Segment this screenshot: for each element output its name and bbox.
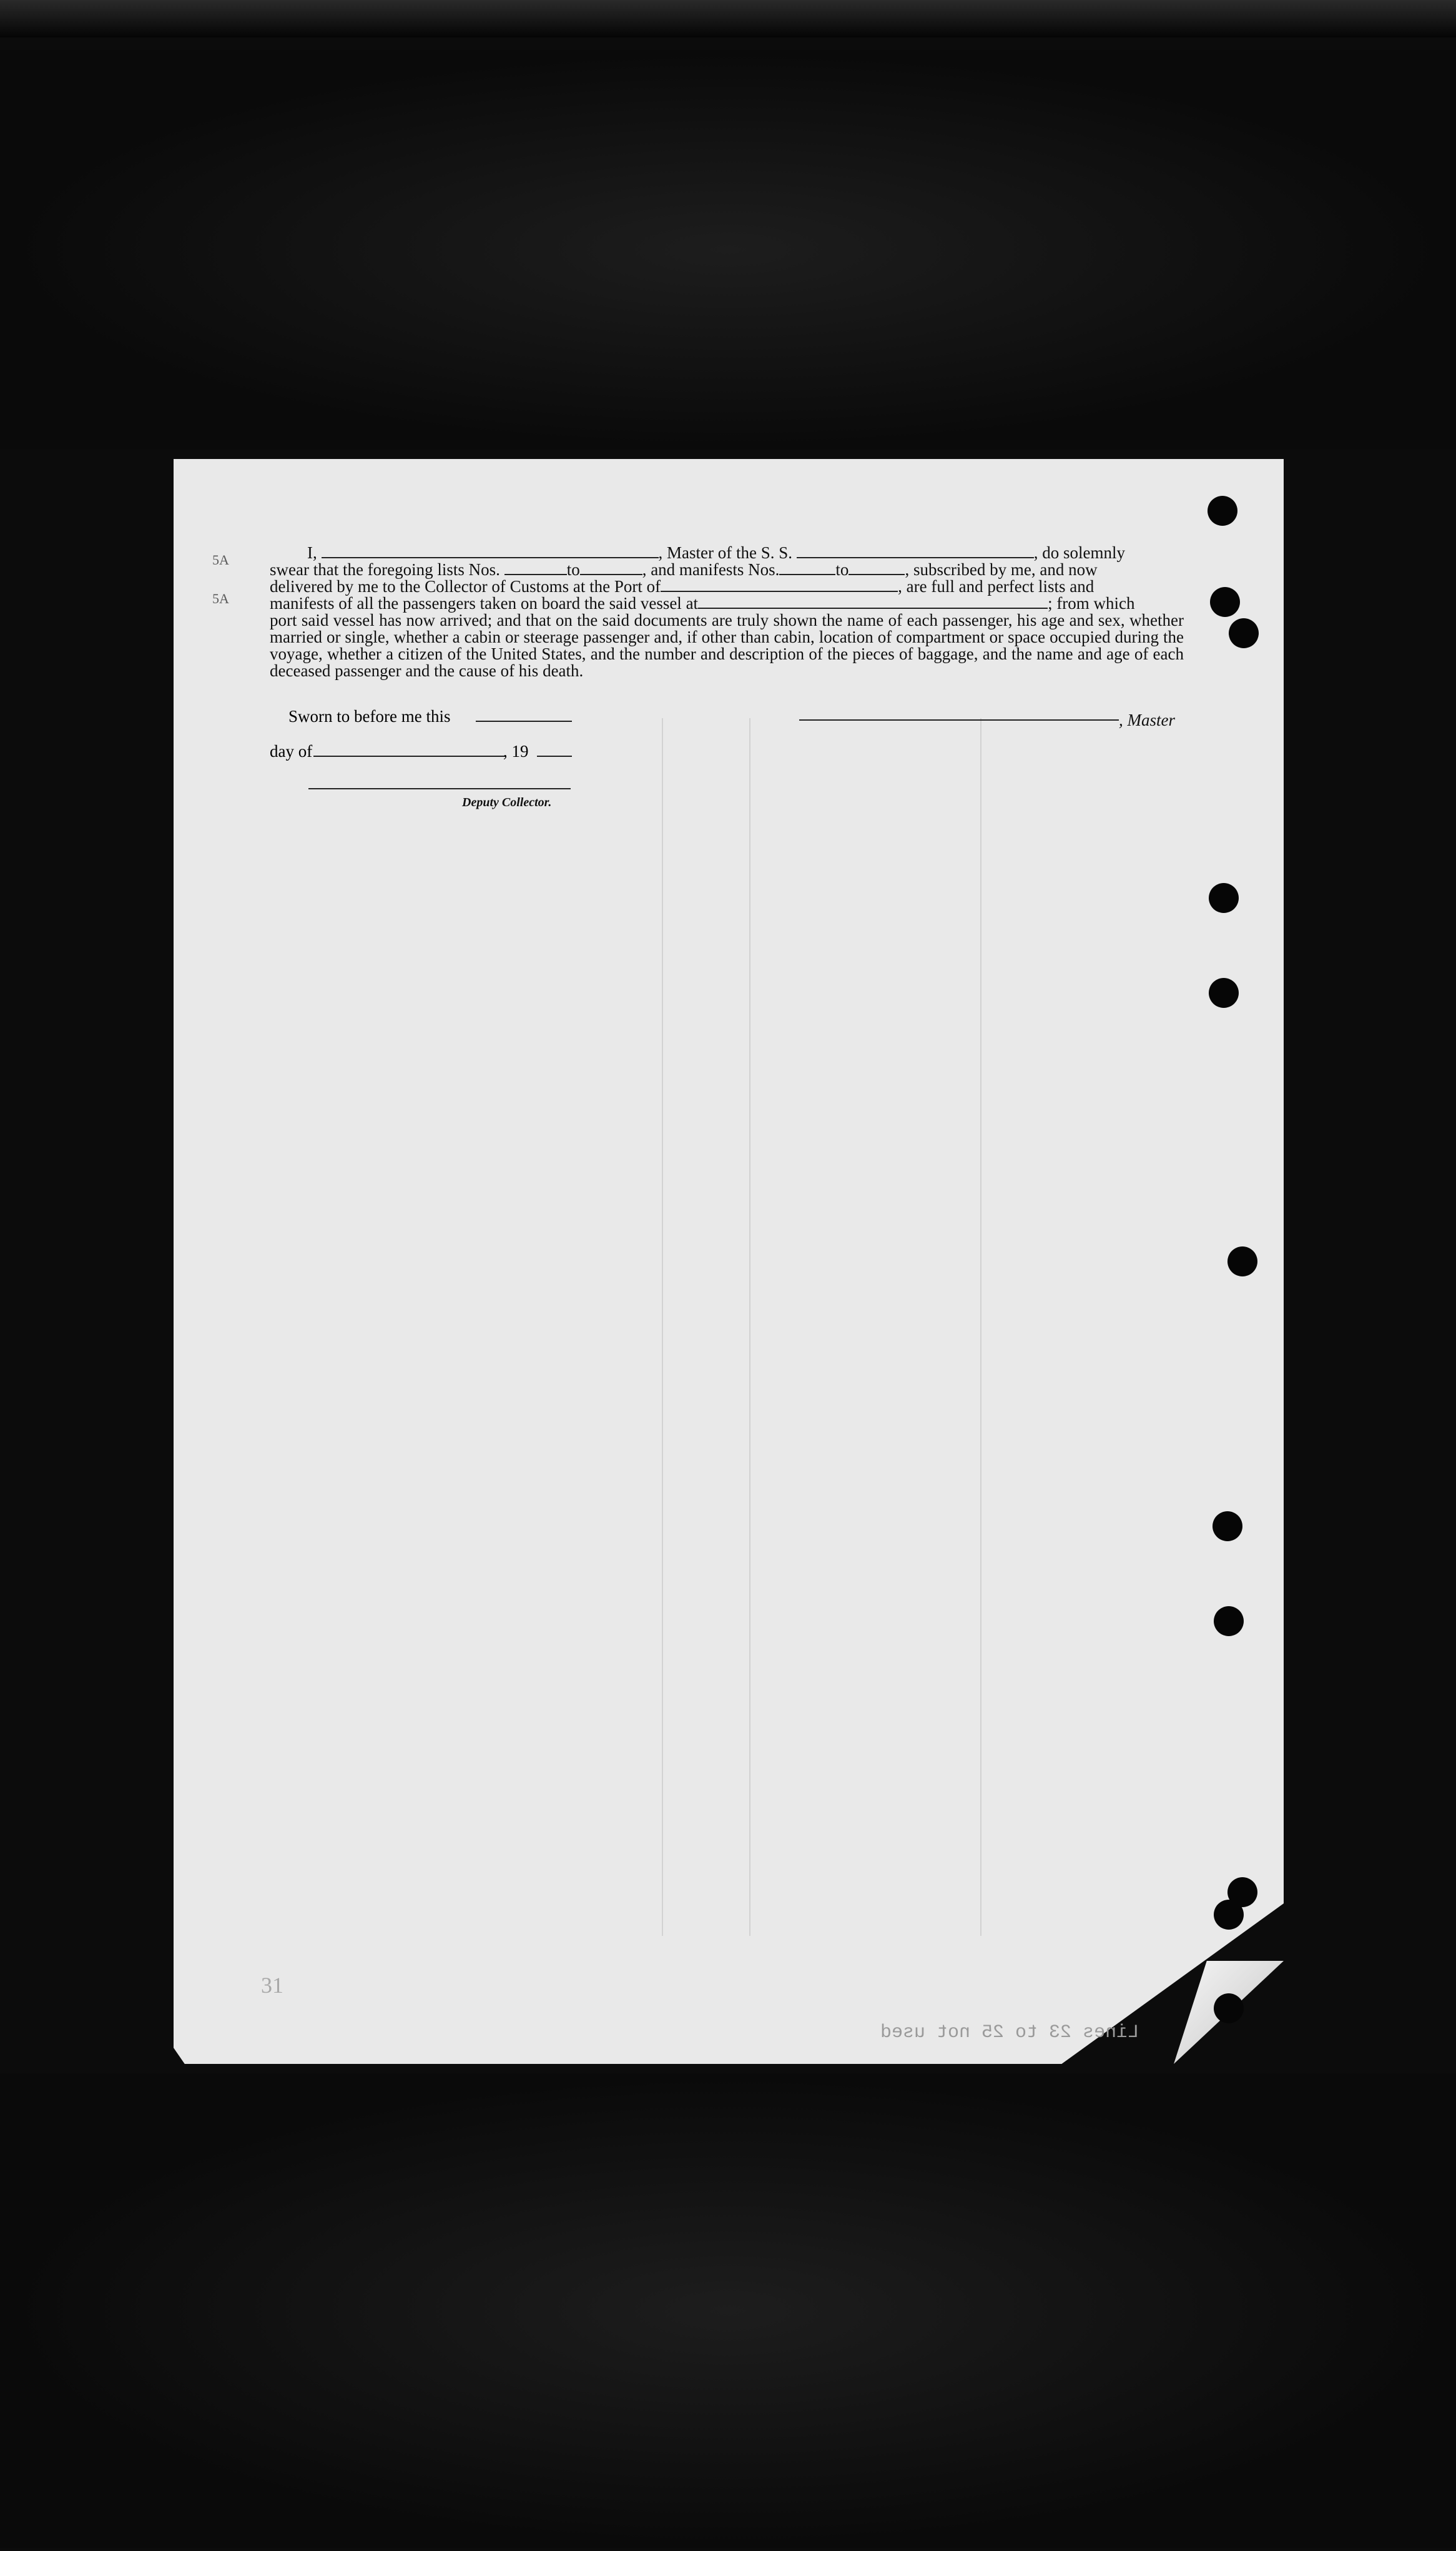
bleed-through-rule (662, 718, 663, 1936)
oath-manifests-all: manifests of all the passengers taken on board the said vessel at (270, 594, 699, 613)
oath-do-solemnly: , do solemnly (1033, 543, 1125, 562)
margin-mark: 5A (212, 591, 229, 606)
punch-hole (1210, 587, 1240, 617)
port-blank (661, 578, 898, 592)
bleed-through-rule (749, 718, 750, 1936)
lists-to-blank (580, 561, 642, 575)
master-signature-line (799, 719, 1119, 721)
film-background-lower (0, 2073, 1456, 2548)
punch-hole (1214, 1993, 1244, 2023)
bleed-through-rule (980, 718, 981, 1936)
sworn-day-blank (476, 721, 572, 722)
margin-mark: 5A (212, 552, 229, 568)
year-blank (537, 756, 572, 757)
manifests-to-blank (849, 561, 905, 575)
page-number: 31 (261, 1973, 283, 1998)
year-prefix-label: , 19 (503, 742, 529, 761)
master-label: , Master (1119, 711, 1175, 729)
oath-master-of-ss: , Master of the S. S. (658, 543, 792, 562)
punch-hole (1214, 1606, 1244, 1636)
punch-hole (1213, 1511, 1242, 1541)
punch-hole (1209, 978, 1239, 1008)
vessel-name-blank (797, 545, 1034, 558)
oath-swear-lists: swear that the foregoing lists Nos. (270, 560, 500, 579)
oath-subscribed: , subscribed by me, and now (905, 560, 1098, 579)
sworn-to-label: Sworn to before me this (288, 707, 451, 726)
manifests-from-blank (779, 561, 835, 575)
oath-intro: I, (307, 543, 317, 562)
oath-and-manifests: , and manifests Nos. (642, 560, 780, 579)
oath-to-2: to (835, 560, 849, 579)
manifest-page (174, 459, 1284, 2064)
deputy-collector-label: Deputy Collector. (462, 796, 552, 809)
film-background-upper (0, 50, 1456, 450)
punch-hole (1209, 883, 1239, 913)
punch-hole (1227, 1246, 1257, 1276)
oath-from-which: ; from which (1048, 594, 1135, 613)
master-name-blank (322, 545, 659, 558)
lines-not-used-note: Lines 23 to 25 not used (880, 2022, 1139, 2043)
punch-hole (1214, 1900, 1244, 1930)
day-of-label: day of (270, 742, 313, 761)
punch-hole (1229, 618, 1259, 648)
film-edge-top (0, 0, 1456, 37)
master-oath (270, 545, 1184, 679)
punch-hole (1208, 496, 1237, 526)
month-blank (313, 756, 504, 757)
oath-full-perfect: , are full and perfect lists and (898, 577, 1094, 596)
departure-port-blank (698, 595, 1048, 609)
deputy-signature-line (308, 788, 571, 789)
oath-to-1: to (566, 560, 580, 579)
oath-body: port said vessel has now arrived; and that on the said documents are truly shown the name of each passenger, his age and sex, whether married or single, whether a cabin or steerage passenger and, if other than cabin, location of compartment or space occupied during the voyage, whether a citizen of the United States, and the number and description of the pieces of baggage, and the name and age of each deceased passenger and the cause of his death. (270, 611, 1184, 680)
lists-from-blank (504, 561, 567, 575)
oath-delivered: delivered by me to the Collector of Customs at the Port of (270, 577, 661, 596)
